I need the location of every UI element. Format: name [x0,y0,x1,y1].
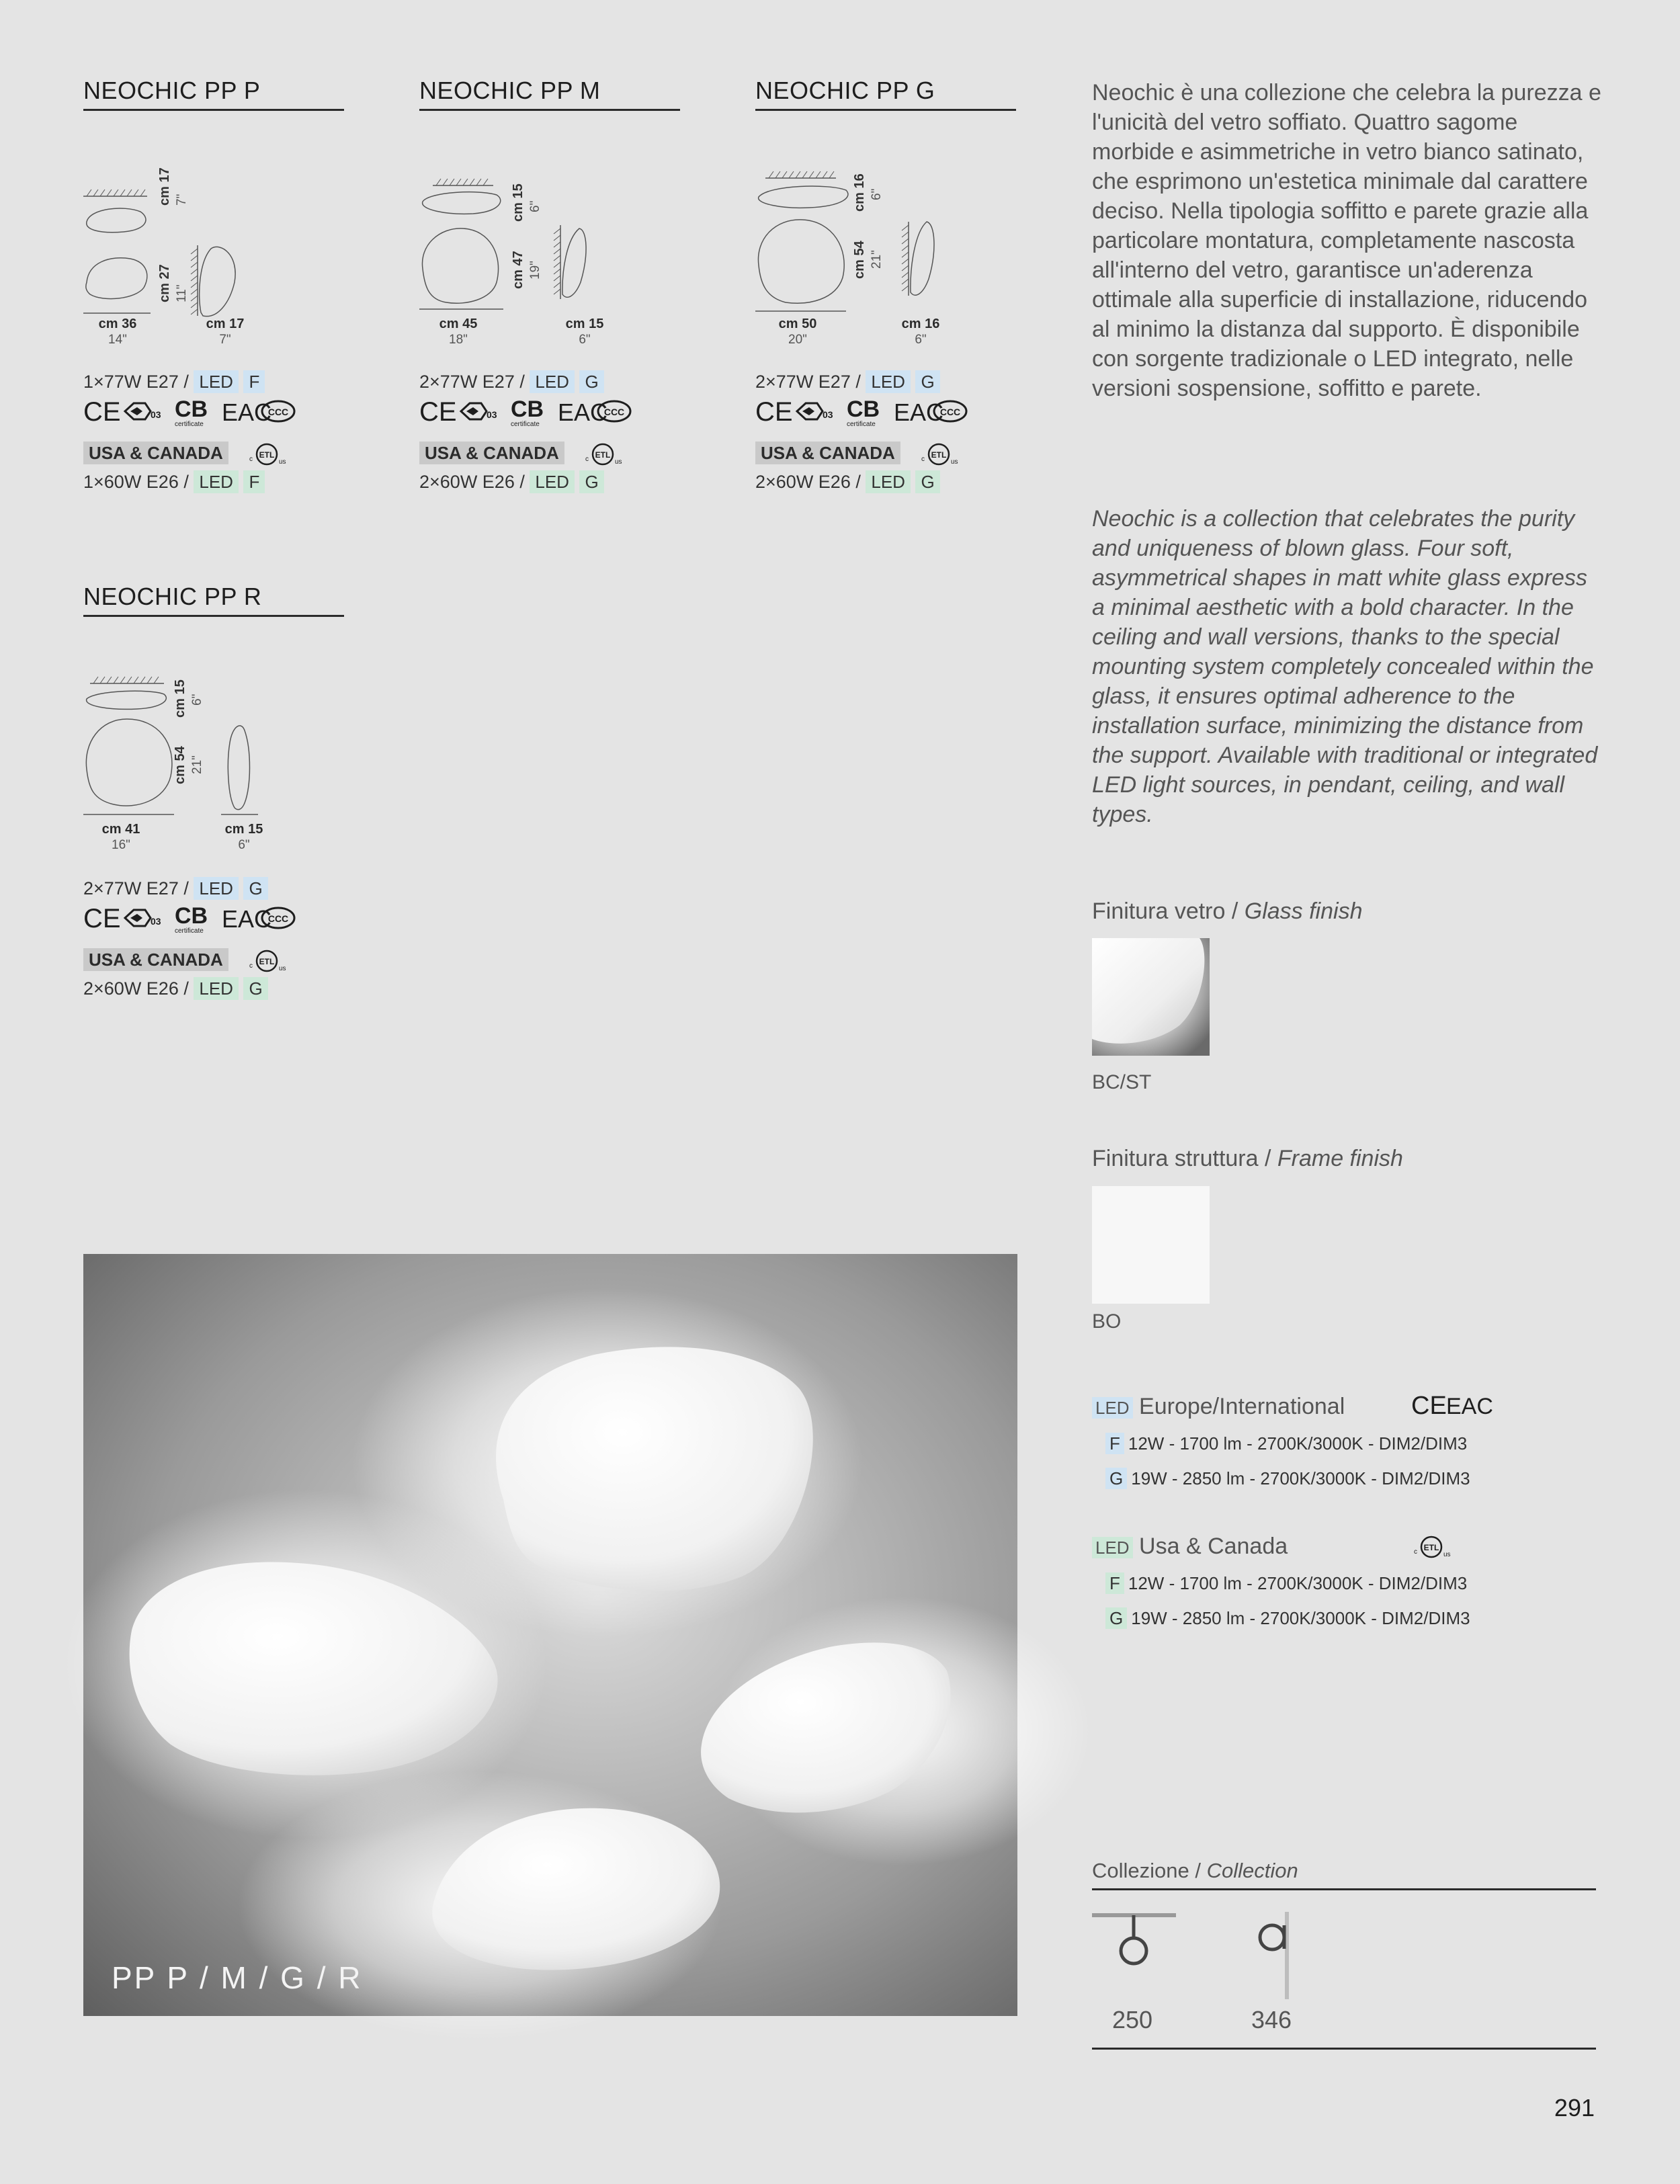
led-tag: LED [530,470,575,493]
energy-class: G [579,370,603,393]
photo-caption: PP P / M / G / R [112,1960,363,1995]
etl-icon [247,443,294,466]
certifications [755,395,970,429]
usa-canada-row [83,948,294,974]
usa-canada-row [755,441,966,468]
frame-finish-label: Finitura struttura / Frame finish [1092,1146,1403,1171]
ce-mark-icon: CE [755,397,793,427]
dim-height-top-in: 6" [870,188,884,200]
led-tag: LED [866,470,911,493]
eac-mark-icon: EAC [558,398,608,426]
svg-text:CCC: CCC [939,407,961,417]
description-italian: Neochic è una collezione che celebra la purezza e l'unicità del vetro soffiato. Quattro sagome morbide e asimmetriche in vetro bianco satinato, che esprimono un'estetica minimale dal carattere deciso. Nella tipologia soffitto e parete grazie alla particolare montatura, completamente nascosta all'interno del vetro, garantisce un'aderenza ottimale alla superficie di installazione, riducendo al minimo la distanza dal supporto. È disponibile con sorgente tradizionale o LED integrato, nelle versioni sospensione, soffitto e parete. [1092,80,1601,401]
spec-us: 2×60W E26 / LED G [419,470,604,493]
energy-class: G [243,977,267,1000]
spec-us: 1×60W E26 / LED F [83,470,265,493]
spec-eu: 2×77W E27 / LED G [419,370,604,393]
svg-text:03: 03 [151,916,161,927]
dim-depth: cm 16 6" [901,317,940,347]
certifications [83,902,298,935]
glass-finish-swatch [1092,938,1210,1056]
usa-canada-tag: USA & CANADA [83,442,228,464]
eac-mark-icon: EAC [222,398,272,426]
dim-width: cm 45 18" [439,317,478,347]
gost-mark-icon [797,403,833,420]
svg-text:certificate: certificate [847,421,876,428]
usa-canada-row [419,441,630,468]
dim-height-main: cm 47 [511,251,526,289]
dim-height-main-in: 21" [190,755,204,774]
product-pp-g [755,77,1016,111]
dim-height-top-in: 7" [175,194,189,206]
svg-text:CCC: CCC [267,407,289,417]
led-europe-header: LED Europe/International [1092,1394,1345,1420]
product-pp-m [419,77,680,111]
svg-text:c: c [249,962,253,970]
led-tag: LED [194,370,239,393]
svg-text:certificate: certificate [175,421,204,428]
svg-text:CB: CB [175,396,208,422]
dim-height-main: cm 54 [173,746,187,784]
dim-width: cm 50 20" [778,317,817,347]
cb-certificate-icon [175,903,208,935]
svg-text:us: us [1443,1551,1451,1558]
svg-text:03: 03 [823,409,833,420]
ce-eac-marks [1411,1390,1493,1421]
pendant-icon [1092,1908,1186,2016]
collection-label: Collezione / Collection [1092,1859,1596,1890]
frame-finish-code: BO [1092,1310,1122,1333]
dim-width: cm 41 16" [101,822,140,852]
led-tag: LED [194,977,239,1000]
divider [1092,2048,1596,2050]
etl-icon [1411,1534,1458,1560]
svg-text:us: us [279,965,286,972]
gost-mark-icon [461,403,497,420]
svg-text:ETL: ETL [595,450,611,460]
etl-icon [247,950,294,970]
svg-text:ETL: ETL [931,450,947,460]
eac-mark-icon: EAC [1446,1394,1493,1419]
dim-depth: cm 15 6" [224,822,263,852]
dim-height-main-in: 19" [528,261,542,280]
product-title: NEOCHIC PP M [419,77,680,111]
led-europe-row-f: F 12W - 1700 lm - 2700K/3000K - DIM2/DIM3 [1105,1433,1467,1454]
product-pp-p [83,77,344,111]
glass-finish-label: Finitura vetro / Glass finish [1092,898,1363,924]
svg-text:c: c [1414,1548,1417,1556]
dim-height-main: cm 54 [852,241,867,279]
frame-finish-swatch [1092,1186,1210,1304]
dim-depth: cm 15 6" [565,317,604,347]
svg-text:ETL: ETL [259,957,275,966]
etl-icon [583,443,630,466]
description-english: Neochic is a collection that celebrates the purity and uniqueness of blown glass. Four soft, asymmetrical shapes in matt white glass express a minimal aesthetic with a bold character. In the ceiling and wall versions, thanks to the special mounting system completely concealed within the glass, it ensures optimal adherence to the installation surface, minimizing the distance from the support. Available with traditional or integrated LED light sources, in pendant, ceiling, and wall types. [1092,506,1598,827]
collection-item-346[interactable]: 346 [1251,2006,1292,2033]
dim-height-main-in: 11" [175,284,189,302]
led-tag: LED [1092,1397,1133,1419]
spec-us: 2×60W E26 / LED G [83,977,268,1000]
usa-canada-tag: USA & CANADA [83,948,228,971]
ce-mark-icon: CE [1411,1392,1447,1420]
svg-text:certificate: certificate [511,421,540,428]
product-title: NEOCHIC PP P [83,77,344,111]
svg-text:ETL: ETL [259,450,275,460]
svg-text:CB: CB [175,903,208,929]
usa-canada-row [83,441,294,468]
ce-mark-icon: CE [83,904,121,933]
glass-finish-code: BC/ST [1092,1071,1152,1093]
spec-eu: 1×77W E27 / LED F [83,370,265,393]
gost-mark-icon [125,910,161,927]
lamps-photo-image [83,1254,1017,2016]
led-tag: LED [866,370,911,393]
led-europe-row-g: G 19W - 2850 lm - 2700K/3000K - DIM2/DIM3 [1105,1468,1470,1489]
ce-mark-icon: CE [83,397,121,427]
svg-text:CCC: CCC [603,407,625,417]
energy-class: F [243,470,265,493]
dim-height-top: cm 15 [511,183,526,222]
svg-text:c: c [585,456,589,463]
drawing-pp-g [755,165,943,316]
cb-certificate-icon [847,396,880,428]
svg-text:c: c [921,456,925,463]
led-tag: LED [194,470,239,493]
gost-mark-icon [125,403,161,420]
product-title: NEOCHIC PP R [83,583,344,617]
led-usa-header: LED Usa & Canada [1092,1534,1288,1560]
usa-canada-tag: USA & CANADA [755,442,900,464]
dim-depth: cm 17 7" [206,317,245,347]
spec-us: 2×60W E26 / LED G [755,470,940,493]
svg-text:us: us [615,458,622,466]
product-photo [83,1254,1017,2016]
usa-canada-tag: USA & CANADA [419,442,564,464]
svg-text:CB: CB [847,396,880,422]
led-tag: LED [1092,1537,1133,1558]
eac-mark-icon: EAC [894,398,944,426]
energy-class: G [915,370,939,393]
energy-class: G [243,877,267,900]
etl-icon [919,443,966,466]
dim-height-top: cm 17 [157,167,172,206]
dim-width: cm 36 14" [98,317,137,347]
collection-item-250[interactable]: 250 [1112,2006,1153,2033]
dim-height-top: cm 16 [852,173,867,212]
svg-text:CB: CB [511,396,544,422]
led-tag: LED [194,877,239,900]
svg-text:ETL: ETL [1423,1543,1439,1552]
eac-mark-icon: EAC [222,905,272,933]
wall-lamp-icon [1240,1908,1334,2016]
led-usa-row-f: F 12W - 1700 lm - 2700K/3000K - DIM2/DIM3 [1105,1572,1467,1594]
spec-eu: 2×77W E27 / LED G [755,370,940,393]
led-tag: LED [530,370,575,393]
dim-height-top-in: 6" [528,200,542,212]
dim-height-top: cm 15 [173,679,187,718]
energy-class: G [915,470,939,493]
dim-height-top-in: 6" [190,694,204,706]
certifications [419,395,634,429]
energy-class: F [243,370,265,393]
svg-text:c: c [249,456,253,463]
svg-text:03: 03 [487,409,497,420]
product-pp-r [83,583,344,617]
svg-text:us: us [951,458,958,466]
svg-text:03: 03 [151,409,161,420]
svg-text:CCC: CCC [267,913,289,924]
ce-mark-icon: CE [419,397,457,427]
dim-height-main-in: 21" [870,250,884,269]
spec-eu: 2×77W E27 / LED G [83,877,268,900]
page-number: 291 [1554,2094,1595,2122]
led-usa-row-g: G 19W - 2850 lm - 2700K/3000K - DIM2/DIM3 [1105,1607,1470,1629]
energy-class: G [579,470,603,493]
svg-text:certificate: certificate [175,927,204,935]
cb-certificate-icon [511,396,544,428]
cb-certificate-icon [175,396,208,428]
svg-text:us: us [279,458,286,466]
certifications [83,395,298,429]
dim-height-main: cm 27 [157,264,172,302]
product-title: NEOCHIC PP G [755,77,1016,111]
